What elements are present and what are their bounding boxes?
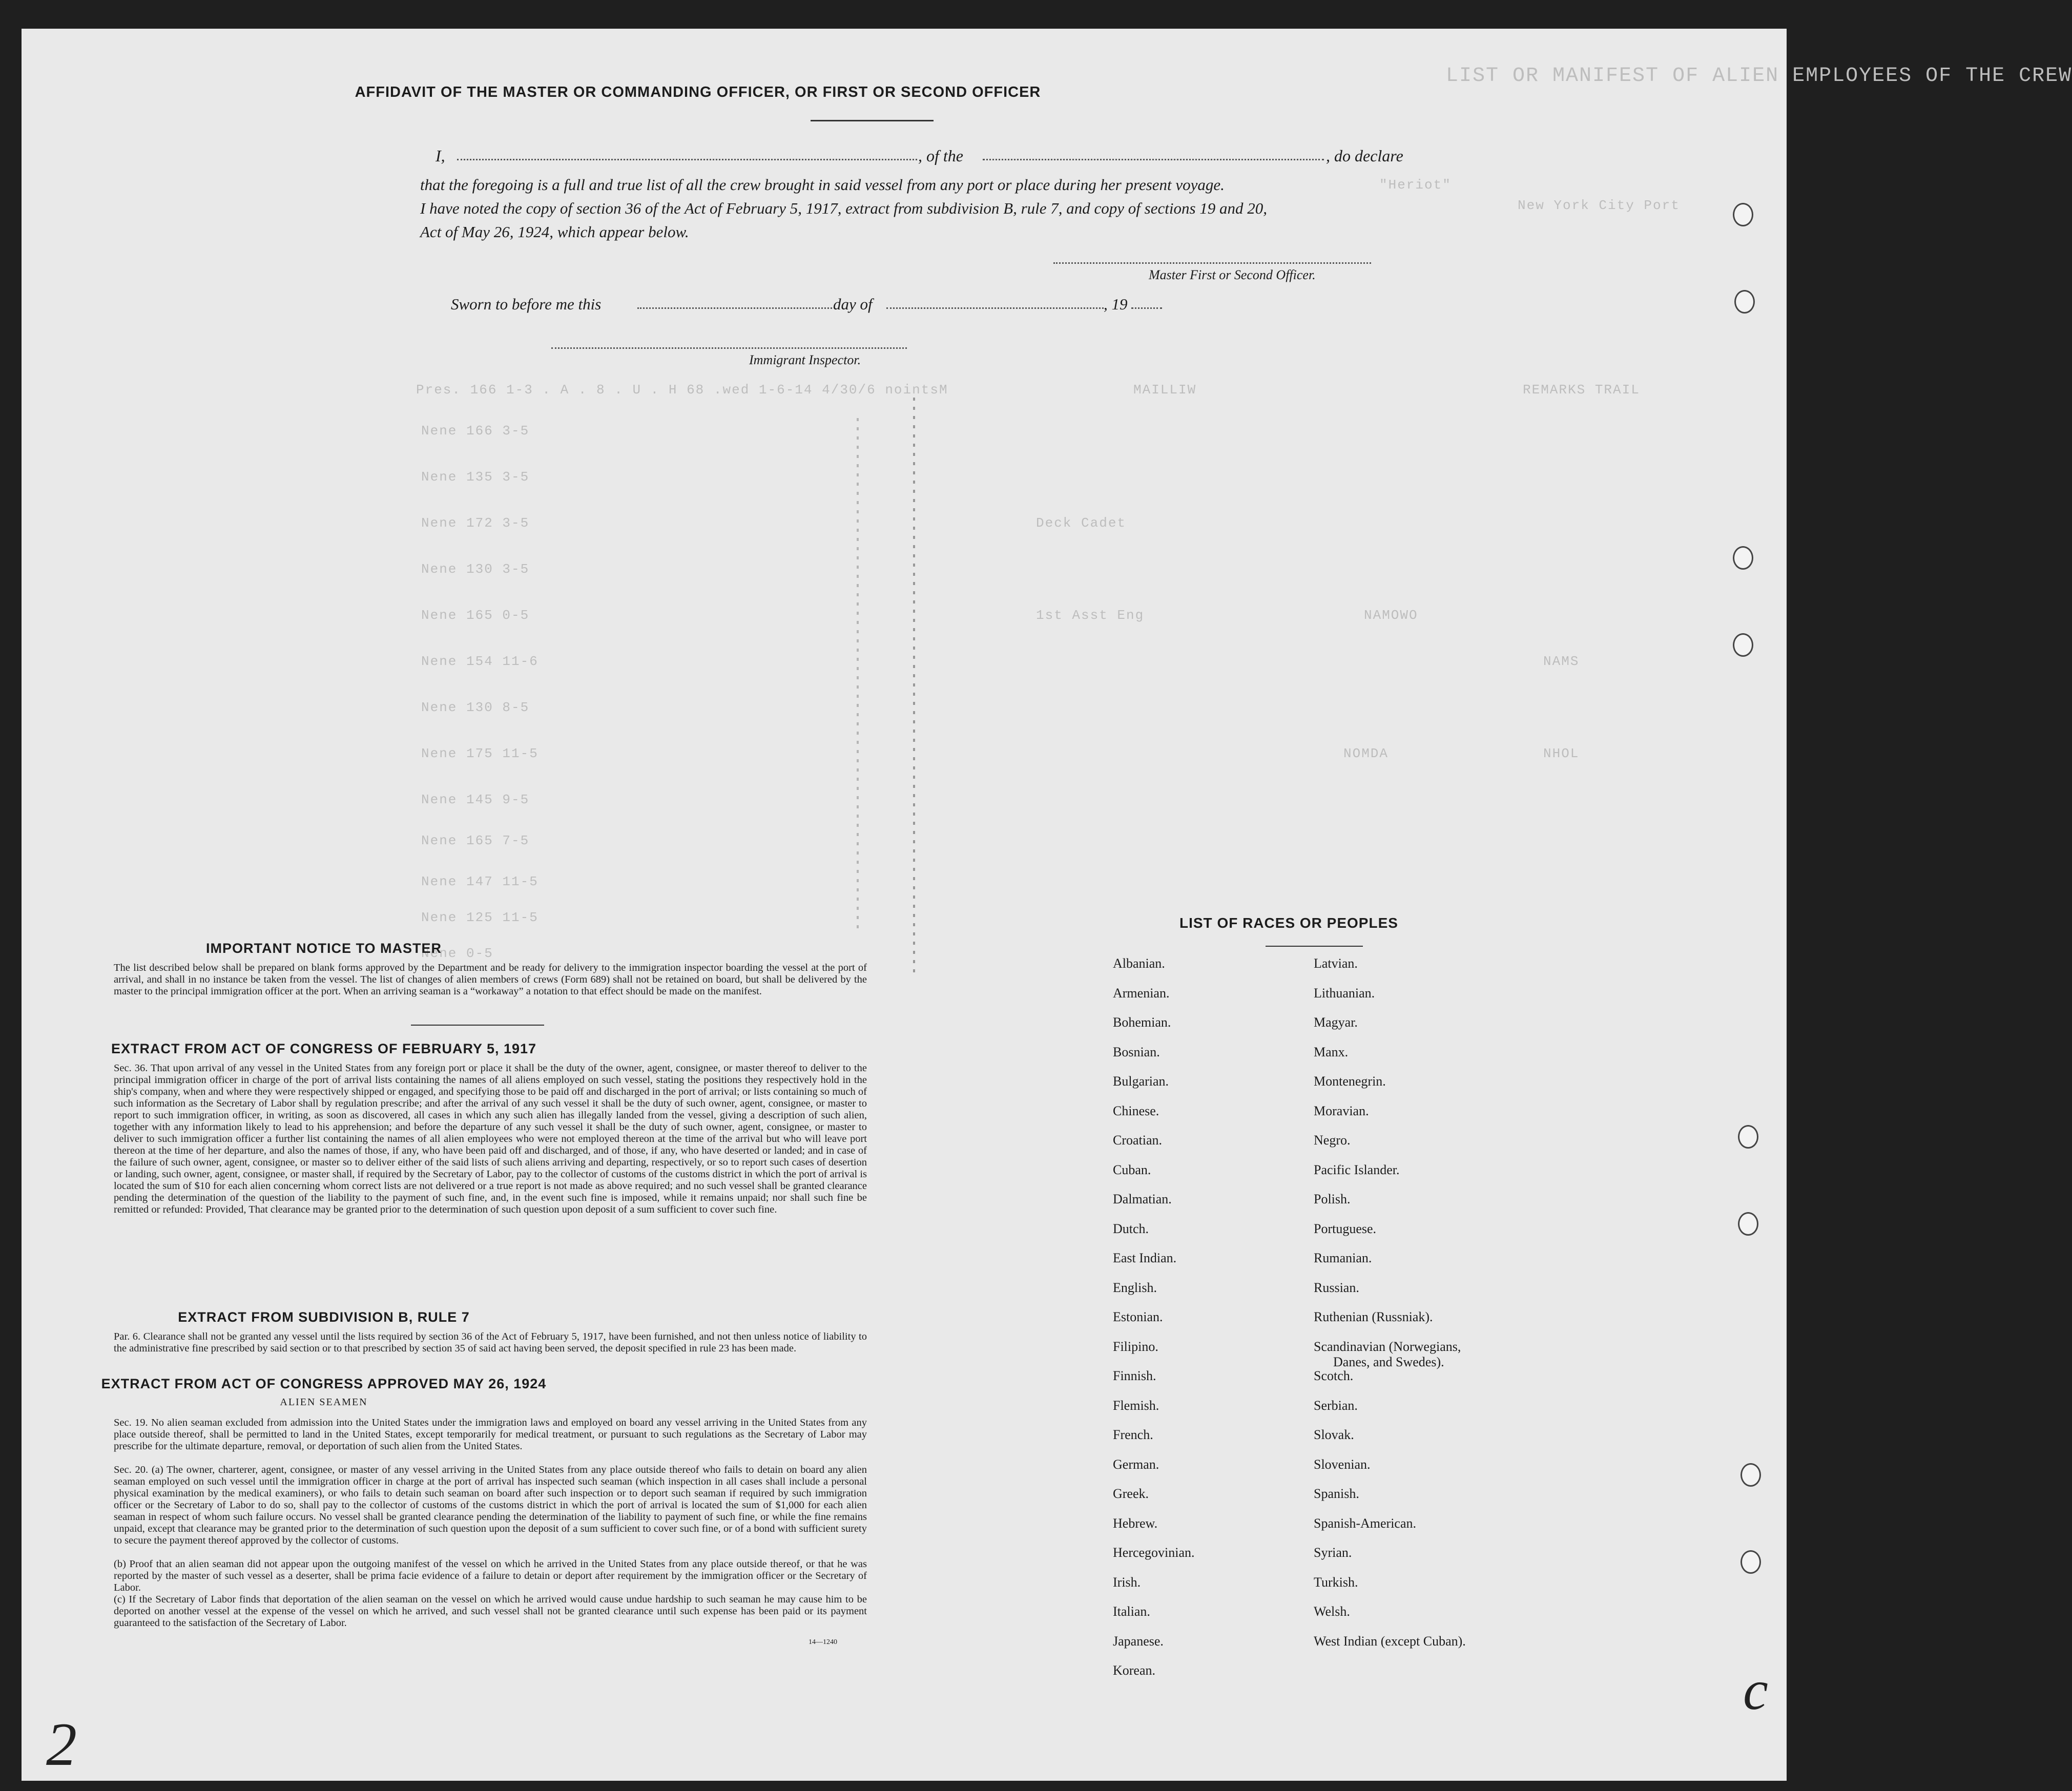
race-item: Hebrew. xyxy=(1113,1515,1158,1531)
race-item: West Indian (except Cuban). xyxy=(1314,1633,1466,1649)
race-item: English. xyxy=(1113,1280,1157,1295)
race-item: Ruthenian (Russniak). xyxy=(1314,1309,1433,1324)
notice-text: The list described below shall be prepared on blank forms approved by the Department and be ready for delivery to the immigration inspector boarding the vessel at the port of arrival, and shall in no instance be taken from the vessel. The list of changes of alien members of crews (Form 689) shall not be retained on board, but shall be delivered by the master to the principal immigration officer at the port. When an arriving seaman is a “workaway” a notation to that effect should be made on the manifest. xyxy=(114,962,867,997)
race-item: Bulgarian. xyxy=(1113,1074,1169,1089)
race-item: Russian. xyxy=(1314,1280,1359,1295)
race-item: Korean. xyxy=(1113,1663,1156,1678)
extract-1924-subtitle: ALIEN SEAMEN xyxy=(280,1397,368,1408)
extract-rule7-text: Par. 6. Clearance shall not be granted any vessel until the lists required by section 36 of the Act of February 5, 1917, have been furnished, and not then unless notice of liability to the administrative fine prescribed by said section or to that prescribed by section 35 of said act having been served, the deposit specified in rule 23 has been made. xyxy=(114,1331,867,1354)
race-item: Spanish-American. xyxy=(1314,1515,1417,1531)
affidavit-body-line: I have noted the copy of section 36 of the Act of February 5, 1917, extract from subdivision B, rule 7, and copy of sections 19 and 20, xyxy=(420,199,1268,217)
extract-1917-text: Sec. 36. That upon arrival of any vessel in the United States from any foreign port or place it shall be the duty of the owner, agent, consignee, or master thereof to deliver to the principal immigration officer in charge of the port of arrival lists containing the names of all aliens employed on such vessel, stating the positions they respectively hold in the ship's company, when and where they were respectively shipped or engaged, and specifying those to be paid off and discharged in the port of arrival; or lists containing so much of such information as the Secretary of Labor shall by regulation prescribe; and after the arrival of any such vessel it shall be the duty of such owner, agent, consignee, or master to report to such immigration officer, in writing, as soon as discovered, all cases in which any such alien has illegally landed from the vessel, giving a description of such alien, together with any information likely to lead to his apprehension; and before the departure of any such vessel it shall be the duty of such owner, agent, consignee, or master to deliver to such immigration officer a further list containing the names of all alien employees who were not employed thereon at the time of the arrival but who will leave port thereon at the time of her departure, and also the names of those, if any, who have been paid off and discharged, and of those, if any, who have deserted or landed; and in case of the failure of such owner, agent, consignee, or master so to deliver either of the said lists of such aliens arriving and departing, respectively, or so to report such cases of desertion or landing, such owner, agent, consignee, or master shall, if required by the Secretary of Labor, pay to the collector of customs of the customs district in which the port of arrival is located the sum of $10 for each alien concerning whom correct lists are not delivered or a true report is not made as above required; and no such vessel shall be granted clearance pending the determination of the question of the liability to the payment of such fine, and, in the event such fine is imposed, while it remains unpaid; nor shall such fine be remitted or refunded: Provided, That clearance may be granted prior to the determination of such question upon deposit of a sum sufficient to cover such fine. xyxy=(114,1063,867,1215)
handwritten-page-number: 2 xyxy=(46,1710,77,1778)
race-item: Turkish. xyxy=(1314,1574,1358,1590)
sworn-year-field[interactable] xyxy=(1131,307,1162,309)
race-item: Rumanian. xyxy=(1314,1251,1372,1265)
race-item: Bohemian. xyxy=(1113,1015,1171,1030)
sworn-label: Sworn to before me this xyxy=(451,295,602,313)
race-item: Chinese. xyxy=(1113,1103,1159,1118)
vessel-field[interactable] xyxy=(983,159,1324,160)
race-item: Magyar. xyxy=(1314,1015,1358,1030)
race-item: Bosnian. xyxy=(1113,1044,1160,1059)
race-item: Irish. xyxy=(1113,1574,1141,1590)
race-item: Dutch. xyxy=(1113,1221,1149,1236)
extract-1924-sec20c: (c) If the Secretary of Labor finds that deportation of the alien seaman on the vessel on which he arrived would cause undue hardship to such seaman he may cause him to be deported on another vessel at the expense of the vessel on which he arrived, and such vessel shall not be granted clearance until such expense has been paid or its payment guaranteed to the satisfaction of the Secretary of Labor. xyxy=(114,1594,867,1629)
binder-hole-icon xyxy=(1734,290,1755,314)
inspector-caption: Immigrant Inspector. xyxy=(749,352,861,367)
binder-hole-icon xyxy=(1741,1463,1761,1487)
extract-1917-title: EXTRACT FROM ACT OF CONGRESS OF FEBRUARY 5, 1917 xyxy=(111,1041,537,1056)
race-item: Syrian. xyxy=(1314,1545,1352,1560)
race-item: Slovak. xyxy=(1314,1427,1354,1442)
race-item: Albanian. xyxy=(1113,956,1165,971)
race-item: Portuguese. xyxy=(1314,1221,1377,1236)
notice-title: IMPORTANT NOTICE TO MASTER xyxy=(206,941,442,956)
extract-1924-sec20b: (b) Proof that an alien seaman did not appear upon the outgoing manifest of the vessel on which he arrived in the United States from any place outside thereof, or that he was reported by the master of such vessel as a deserter, shall be prima facie evidence of a failure to detain or deport after requirement by the immigration officer or the Secretary of Labor. xyxy=(114,1558,867,1593)
master-signature-field[interactable] xyxy=(1053,262,1371,264)
binder-hole-icon xyxy=(1733,633,1753,657)
press-streak xyxy=(857,418,859,930)
affidavit-title: AFFIDAVIT OF THE MASTER OR COMMANDING OFFICER, OR FIRST OR SECOND OFFICER xyxy=(355,84,1041,100)
affidavit-i-label: I, xyxy=(436,147,445,165)
extract-1924-title: EXTRACT FROM ACT OF CONGRESS APPROVED MAY 26, 1924 xyxy=(101,1376,547,1391)
binder-hole-icon xyxy=(1738,1125,1758,1149)
sworn-month-field[interactable] xyxy=(886,307,1104,309)
inspector-signature-field[interactable] xyxy=(551,347,907,349)
extract-1924-sec20a: Sec. 20. (a) The owner, charterer, agent, consignee, or master of any vessel arriving in the United States from any place outside thereof who fails to detain on board any alien seaman employed on such vessel until the immigration officer in charge at the port of arrival has inspected such seaman (which inspection in all cases shall include a personal physical examination by the medical examiners), or who fails to detain such seaman on board after such inspection or to deport such seaman if required by such immigration officer or the Secretary of Labor to do so, shall pay to the collector of customs of the customs district in which the port of arrival is located the sum of $1,000 for each alien seaman in respect of whom such failure occurs. No vessel shall be granted clearance pending the determination of the liability to payment of such fine, or while the fine remains unpaid, except that clearance may be granted prior to the determination of such question upon the deposit of a sum sufficient to cover such fine, or of a bond with sufficient surety to secure the payment thereof approved by the collector of customs. xyxy=(114,1464,867,1546)
race-item: Finnish. xyxy=(1113,1368,1156,1383)
race-item: Japanese. xyxy=(1113,1633,1164,1649)
name-field[interactable] xyxy=(457,159,917,160)
race-item: Slovenian. xyxy=(1314,1456,1371,1472)
race-item: Latvian. xyxy=(1314,956,1358,971)
race-item: Flemish. xyxy=(1113,1398,1159,1413)
year-label: , 19 xyxy=(1104,295,1128,313)
day-of-label: day of xyxy=(833,295,873,313)
race-item: Montenegrin. xyxy=(1314,1074,1386,1089)
handwritten-mark: c xyxy=(1743,1659,1768,1721)
race-item: Filipino. xyxy=(1113,1339,1158,1354)
affidavit-do-declare: , do declare xyxy=(1326,147,1403,165)
race-item: Moravian. xyxy=(1314,1103,1369,1118)
master-caption: Master First or Second Officer. xyxy=(1149,267,1316,282)
binder-hole-icon xyxy=(1738,1212,1758,1236)
manifest-page: LIST OR MANIFEST OF ALIEN EMPLOYEES OF THE CREW "Heriot" New York City Port Pres. 166 1-3 . A . 8 . U . H 68 .wed 1-6-14 4/30/6 nointsM MAILLIW REMARKS TRAIL Nene 166 3-5 Nene 135 3-5 Nene 172 3-5 Nene 130 3-5 Nene 165 0-5 Nene 154 11-6 Nene 130 8-5 Nene 175 11-5 Nene 145 9-5 Nene 165 7-5 Nene 147 11-5 Nene 125 11-5 Nene 0-5 Deck Cadet 1st Asst Eng NAMOWO NAMS NOMDA NHOL AFFIDAVIT OF THE MASTER OR COMMANDING OFFICER, OR FIRST OR SECOND OFFICER I, , of the , do declare that the foregoing is a full and true list of all the crew brought in said vessel from any port or place during her present voyage. I have noted the copy of section 36 of the Act of February 5, 1917, extract from subdivision B, rule 7, and copy of sections 19 and 20, Act of May 26, 1924, which appear below. Master First or Second Officer. Sworn to before me this day of , 19 Immigrant Inspector. IMPORTANT NOTICE TO MASTER The list described below shall be prepared on blank forms approved by the Department and be ready for delivery to the immigration inspector boarding the vessel at the port of arrival, and shall in no instance be taken from the vessel. The list of changes of alien members of crews (Form 689) shall not be retained on board, but shall be delivered by the master to the principal immigration officer at the port. When an arriving seaman is a “workaway” a notation to that effect should be made on the manifest. EXTRACT FROM ACT OF CONGRESS OF FEBRUARY 5, 1917 Sec. 36. That upon arrival of any vessel in the United States from any foreign port or place it shall be the duty of the owner, agent, consignee, or master thereof to deliver to the principal immigration officer in charge of the port of arrival lists containing the names of all aliens employed on such vessel, stating the positions they respectively hold in the ship's company, when and where they were respectively shipped or engaged, and specifying those to be paid off and discharged in the port of arrival; or lists containing so much of such information as the Secretary of Labor shall by regulation prescribe; and after the arrival of any such vessel it shall be the duty of such owner, agent, consignee, or master to report to such immigration officer, in writing, as soon as discovered, all cases in which any such alien has illegally landed from the vessel, giving a description of such alien, together with any information likely to lead to his apprehension; and before the departure of any such vessel it shall be the duty of such owner, agent, consignee, or master to deliver to such immigration officer a further list containing the names of all alien employees who were not employed thereon at the time of the arrival but who will leave port thereon at the time of her departure, and also the names of those, if any, who have been paid off and discharged, and of those, if any, who have deserted or landed; and in case of the failure of such owner, agent, consignee, or master so to deliver either of the said lists of such aliens arriving and departing, respectively, or so to report such cases of desertion or landing, such owner, agent, consignee, or master shall, if required by the Secretary of Labor, pay to the collector of customs of the customs district in which the port of arrival is located the sum of $10 for each alien concerning whom correct lists are not delivered or a true report is not made as above required; and no such vessel shall be granted clearance pending the determination of the question of the liability to the payment of such fine, and, in the event such fine is imposed, while it remains unpaid; nor shall such fine be remitted or refunded: Provided, That clearance may be granted prior to the determination of such question upon deposit of a sum sufficient to cover such fine. EXTRACT FROM SUBDIVISION B, RULE 7 Par. 6. Clearance shall not be granted any vessel until the lists required by section 36 of the Act of February 5, 1917, have been furnished, and not then unless notice of liability to the administrative fine prescribed by said section or to that prescribed by section 35 of said act having been served, the deposit specified in rule 23 has been made. EXTRACT FROM ACT OF CONGRESS APPROVED MAY 26, 1924 ALIEN SEAMEN Sec. 19. No alien seaman excluded from admission into the United States under the immigration laws and employed on board any vessel arriving in the United States from any place outside thereof, shall be permitted to land in the United States, except temporarily for medical treatment, or pursuant to such regulations as the Secretary of Labor may prescribe for the ultimate departure, removal, or deportation of such alien from the United States. Sec. 20. (a) The owner, charterer, agent, consignee, or master of any vessel arriving in the United States from any place outside thereof who fails to detain on board any alien seaman employed on such vessel until the immigration officer in charge at the port of arrival has inspected such seaman (which inspection in all cases shall include a personal physical examination by the medical examiners), or who fails to detain such seaman on board after such inspection or to deport such seaman if required by such immigration officer or the Secretary of Labor to do so, shall pay to the collector of customs of the customs district in which the port of arrival is located the sum of $1,000 for each alien seaman in respect of whom such failure occurs. No vessel shall be granted clearance pending the determination of the liability to payment of such fine, or while the fine remains unpaid, except that clearance may be granted prior to the determination of such question upon the deposit of a sum sufficient to cover such fine, or of a bond with sufficient surety to secure the payment thereof approved by the collector of customs. (b) Proof that an alien seaman did not appear upon the outgoing manifest of the vessel on which he arrived in the United States from any place outside thereof, or that he was reported by the master of such vessel as a deserter, shall be prima facie evidence of a failure to detain or deport after requirement by the immigration officer or the Secretary of Labor. (c) If the Secretary of Labor finds that deportation of the alien seaman on the vessel on which he arrived would cause undue hardship to such seaman he may cause him to be deported on another vessel at the expense of the vessel on which he arrived, and such vessel shall not be granted clearance until such expense has been paid or its payment guaranteed to the satisfaction of the Secretary of Labor. 14—1240 LIST OF RACES OR PEOPLES Albanian. Armenian. Bohemian. Bosnian. Bulgarian. Chinese. Croatian. Cuban. Dalmatian. Dutch. East Indian. English. Estonian. Filipino. Finnish. Flemish. French. German. Greek. Hebrew. Hercegovinian. Irish. Italian. Japanese. Korean. Latvian. Lithuanian. Magyar. Manx. Montenegrin. Moravian. Negro. Pacific Islander. Polish. Portuguese. Rumanian. Russian. Ruthenian (Russniak). Scandinavian (Norwegians, Danes, and Swedes). Scotch. Serbian. Slovak. Slovenian. Spanish. Spanish-American. Syrian. Turkish. Welsh. West Indian (except Cuban). 2 c xyxy=(22,29,1787,1781)
race-item: Scandinavian (Norwegians, xyxy=(1314,1339,1461,1354)
race-item: Scotch. xyxy=(1314,1368,1354,1383)
race-item: Lithuanian. xyxy=(1314,985,1375,1001)
race-item: Croatian. xyxy=(1113,1133,1163,1148)
race-item: Greek. xyxy=(1113,1486,1149,1501)
race-item: Polish. xyxy=(1314,1192,1351,1206)
race-item: French. xyxy=(1113,1427,1153,1442)
race-item: Danes, and Swedes). xyxy=(1333,1354,1444,1369)
extract-rule7-title: EXTRACT FROM SUBDIVISION B, RULE 7 xyxy=(178,1309,470,1325)
race-item: Italian. xyxy=(1113,1604,1150,1619)
race-item: Hercegovinian. xyxy=(1113,1545,1195,1560)
race-item: Cuban. xyxy=(1113,1162,1151,1177)
races-title: LIST OF RACES OR PEOPLES xyxy=(1179,915,1398,931)
race-item: Welsh. xyxy=(1314,1604,1350,1619)
binder-hole-icon xyxy=(1733,203,1753,226)
race-item: Dalmatian. xyxy=(1113,1192,1172,1206)
form-number: 14—1240 xyxy=(809,1638,837,1646)
sworn-day-field[interactable] xyxy=(637,307,832,309)
divider xyxy=(411,1025,544,1026)
race-item: Armenian. xyxy=(1113,985,1170,1001)
race-item: Estonian. xyxy=(1113,1309,1163,1324)
press-streak xyxy=(913,398,915,976)
affidavit-of-the-label: , of the xyxy=(918,147,963,165)
binder-hole-icon xyxy=(1733,546,1753,570)
divider xyxy=(811,120,934,121)
extract-1924-sec19: Sec. 19. No alien seaman excluded from admission into the United States under the immigration laws and employed on board any vessel arriving in the United States from any place outside thereof, shall be permitted to land in the United States, except temporarily for medical treatment, or pursuant to such regulations as the Secretary of Labor may prescribe for the ultimate departure, removal, or deportation of such alien from the United States. xyxy=(114,1417,867,1452)
race-item: Manx. xyxy=(1314,1044,1349,1059)
race-item: Serbian. xyxy=(1314,1398,1358,1413)
affidavit-body-line: that the foregoing is a full and true list of all the crew brought in said vessel from any port or place during her present voyage. xyxy=(420,176,1225,194)
binder-hole-icon xyxy=(1741,1550,1761,1574)
race-item: Pacific Islander. xyxy=(1314,1162,1400,1177)
race-item: Negro. xyxy=(1314,1133,1351,1148)
affidavit-body-line: Act of May 26, 1924, which appear below. xyxy=(420,223,689,241)
affidavit-body xyxy=(420,173,1419,244)
race-item: East Indian. xyxy=(1113,1251,1177,1265)
divider xyxy=(1266,946,1363,947)
race-item: German. xyxy=(1113,1456,1159,1472)
race-item: Spanish. xyxy=(1314,1486,1359,1501)
